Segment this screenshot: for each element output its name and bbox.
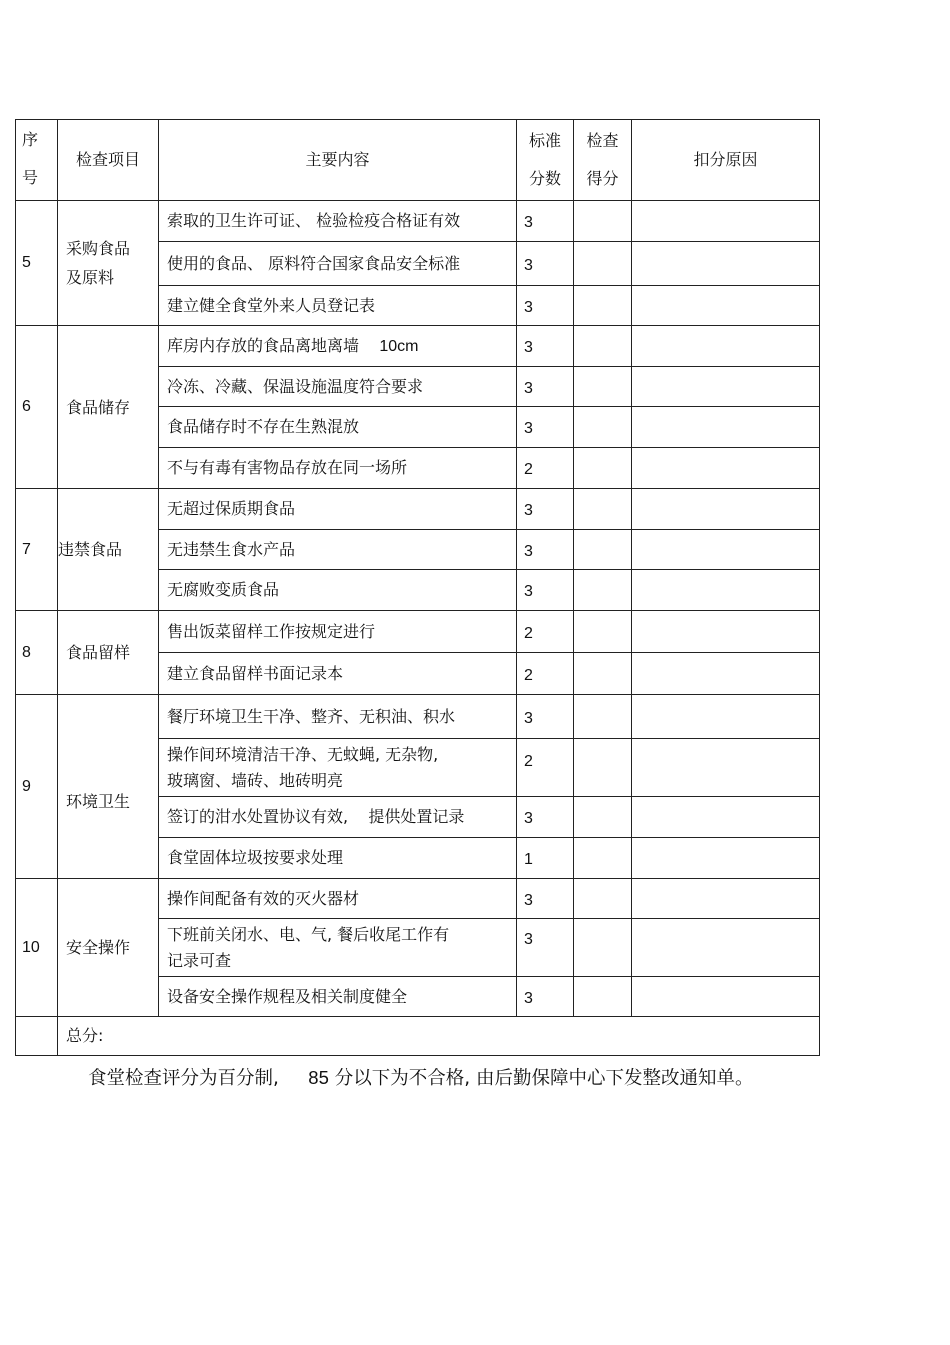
row-check-score-cell[interactable] bbox=[574, 653, 632, 695]
header-std-line2: 分数 bbox=[528, 169, 561, 188]
section-seq: 8 bbox=[16, 611, 58, 695]
row-standard-score: 3 bbox=[517, 797, 574, 838]
row-deduction-reason-cell[interactable] bbox=[632, 489, 820, 530]
row-check-score-cell[interactable] bbox=[574, 242, 632, 286]
row-check-score-cell[interactable] bbox=[574, 797, 632, 838]
row-content: 索取的卫生许可证、 检验检疫合格证有效 bbox=[159, 201, 517, 242]
header-check-line2: 得分 bbox=[586, 169, 619, 188]
row-deduction-reason-cell[interactable] bbox=[632, 695, 820, 739]
row-check-score-cell[interactable] bbox=[574, 838, 632, 879]
header-seq-line2: 号 bbox=[22, 170, 39, 187]
row-content bbox=[159, 326, 517, 367]
row-check-score-cell[interactable] bbox=[574, 407, 632, 448]
section-seq: 7 bbox=[16, 489, 58, 611]
row-standard-score: 2 bbox=[517, 739, 574, 797]
row-check-score-cell[interactable] bbox=[574, 695, 632, 739]
row-deduction-reason-cell[interactable] bbox=[632, 879, 820, 919]
row-standard-score: 1 bbox=[517, 838, 574, 879]
section-seq: 6 bbox=[16, 326, 58, 489]
row-deduction-reason-cell[interactable] bbox=[632, 653, 820, 695]
row-deduction-reason-cell[interactable] bbox=[632, 448, 820, 489]
row-standard-score: 3 bbox=[517, 570, 574, 611]
table-row bbox=[16, 489, 820, 530]
table-row bbox=[16, 611, 820, 653]
row-content bbox=[159, 919, 517, 977]
table-row bbox=[16, 201, 820, 242]
table-row bbox=[16, 326, 820, 367]
section-category: 安全操作 bbox=[58, 879, 159, 1017]
section-seq: 9 bbox=[16, 695, 58, 879]
table-row bbox=[16, 695, 820, 739]
row-content: 食堂固体垃圾按要求处理 bbox=[159, 838, 517, 879]
row-deduction-reason-cell[interactable] bbox=[632, 611, 820, 653]
row-content: 售出饭菜留样工作按规定进行 bbox=[159, 611, 517, 653]
row-check-score-cell[interactable] bbox=[574, 286, 632, 326]
row-content: 无超过保质期食品 bbox=[159, 489, 517, 530]
row-content: 无腐败变质食品 bbox=[159, 570, 517, 611]
row-content: 建立食品留样书面记录本 bbox=[159, 653, 517, 695]
row-deduction-reason-cell[interactable] bbox=[632, 977, 820, 1017]
row-standard-score: 2 bbox=[517, 653, 574, 695]
section-seq: 5 bbox=[16, 201, 58, 326]
category-line2: 及原料 bbox=[66, 268, 115, 287]
row-content: 签订的泔水处置协议有效, 提供处置记录 bbox=[159, 797, 517, 838]
row-content: 不与有毒有害物品存放在同一场所 bbox=[159, 448, 517, 489]
header-check-score bbox=[574, 120, 632, 201]
row-deduction-reason-cell[interactable] bbox=[632, 367, 820, 407]
row-deduction-reason-cell[interactable] bbox=[632, 797, 820, 838]
row-standard-score: 3 bbox=[517, 242, 574, 286]
footer-note-part1: 食堂检查评分为百分制, bbox=[88, 1068, 279, 1089]
row-deduction-reason-cell[interactable] bbox=[632, 201, 820, 242]
row-standard-score: 3 bbox=[517, 201, 574, 242]
header-seq bbox=[16, 120, 58, 201]
row-standard-score: 2 bbox=[517, 448, 574, 489]
row-content bbox=[159, 739, 517, 797]
row-deduction-reason-cell[interactable] bbox=[632, 286, 820, 326]
row-check-score-cell[interactable] bbox=[574, 611, 632, 653]
row-content: 冷冻、冷藏、保温设施温度符合要求 bbox=[159, 367, 517, 407]
row-check-score-cell[interactable] bbox=[574, 367, 632, 407]
row-standard-score: 3 bbox=[517, 489, 574, 530]
row-standard-score: 3 bbox=[517, 286, 574, 326]
header-seq-line1: 序 bbox=[22, 132, 39, 149]
section-seq: 10 bbox=[16, 879, 58, 1017]
section-category: 食品储存 bbox=[58, 326, 159, 489]
row-content-line2: 记录可查 bbox=[167, 950, 232, 970]
section-category bbox=[58, 201, 159, 326]
header-standard-score bbox=[517, 120, 574, 201]
row-deduction-reason-cell[interactable] bbox=[632, 838, 820, 879]
section-category: 环境卫生 bbox=[58, 695, 159, 879]
row-deduction-reason-cell[interactable] bbox=[632, 919, 820, 977]
footer-note-threshold: 85 bbox=[308, 1067, 329, 1088]
total-row bbox=[16, 1017, 820, 1056]
row-deduction-reason-cell[interactable] bbox=[632, 407, 820, 448]
footer-note-part2: 分以下为不合格, 由后勤保障中心下发整改通知单。 bbox=[334, 1068, 754, 1089]
row-content: 设备安全操作规程及相关制度健全 bbox=[159, 977, 517, 1017]
row-deduction-reason-cell[interactable] bbox=[632, 530, 820, 570]
total-seq-cell bbox=[16, 1017, 58, 1056]
header-content: 主要内容 bbox=[159, 120, 517, 201]
row-standard-score: 3 bbox=[517, 695, 574, 739]
row-deduction-reason-cell[interactable] bbox=[632, 570, 820, 611]
row-standard-score: 3 bbox=[517, 407, 574, 448]
row-standard-score: 3 bbox=[517, 879, 574, 919]
row-content-line1: 下班前关闭水、电、气, 餐后收尾工作有 bbox=[167, 924, 450, 944]
row-check-score-cell[interactable] bbox=[574, 977, 632, 1017]
row-check-score-cell[interactable] bbox=[574, 326, 632, 367]
row-check-score-cell[interactable] bbox=[574, 919, 632, 977]
row-check-score-cell[interactable] bbox=[574, 530, 632, 570]
row-deduction-reason-cell[interactable] bbox=[632, 326, 820, 367]
row-standard-score: 3 bbox=[517, 919, 574, 977]
section-category: 违禁食品 bbox=[58, 489, 159, 611]
row-deduction-reason-cell[interactable] bbox=[632, 242, 820, 286]
row-check-score-cell[interactable] bbox=[574, 879, 632, 919]
header-deduction-reason: 扣分原因 bbox=[632, 120, 820, 201]
row-standard-score: 3 bbox=[517, 326, 574, 367]
total-score-label[interactable]: 总分: bbox=[58, 1017, 820, 1056]
table-row bbox=[16, 879, 820, 919]
header-check-line1: 检查 bbox=[586, 131, 619, 150]
section-category: 食品留样 bbox=[58, 611, 159, 695]
row-content: 食品储存时不存在生熟混放 bbox=[159, 407, 517, 448]
row-standard-score: 3 bbox=[517, 367, 574, 407]
footer-note bbox=[88, 1064, 754, 1090]
row-standard-score: 3 bbox=[517, 977, 574, 1017]
row-deduction-reason-cell[interactable] bbox=[632, 739, 820, 797]
row-content: 餐厅环境卫生干净、整齐、无积油、积水 bbox=[159, 695, 517, 739]
row-standard-score: 2 bbox=[517, 611, 574, 653]
row-content: 建立健全食堂外来人员登记表 bbox=[159, 286, 517, 326]
row-check-score-cell[interactable] bbox=[574, 489, 632, 530]
row-content: 操作间配备有效的灭火器材 bbox=[159, 879, 517, 919]
header-item: 检查项目 bbox=[58, 120, 159, 201]
row-check-score-cell[interactable] bbox=[574, 570, 632, 611]
inspection-table bbox=[15, 119, 820, 1056]
row-standard-score: 3 bbox=[517, 530, 574, 570]
row-check-score-cell[interactable] bbox=[574, 739, 632, 797]
row-content-text: 库房内存放的食品离地离墙 bbox=[167, 335, 360, 355]
header-std-line1: 标准 bbox=[528, 131, 561, 150]
category-line1: 采购食品 bbox=[66, 239, 131, 258]
header-row bbox=[16, 120, 820, 201]
row-content: 无违禁生食水产品 bbox=[159, 530, 517, 570]
row-content-line1: 操作间环境清洁干净、无蚊蝇, 无杂物, bbox=[167, 744, 439, 764]
row-content-measure: 10cm bbox=[379, 337, 419, 355]
row-content: 使用的食品、 原料符合国家食品安全标准 bbox=[159, 242, 517, 286]
row-content-line2: 玻璃窗、墙砖、地砖明亮 bbox=[167, 770, 344, 790]
row-check-score-cell[interactable] bbox=[574, 448, 632, 489]
row-check-score-cell[interactable] bbox=[574, 201, 632, 242]
